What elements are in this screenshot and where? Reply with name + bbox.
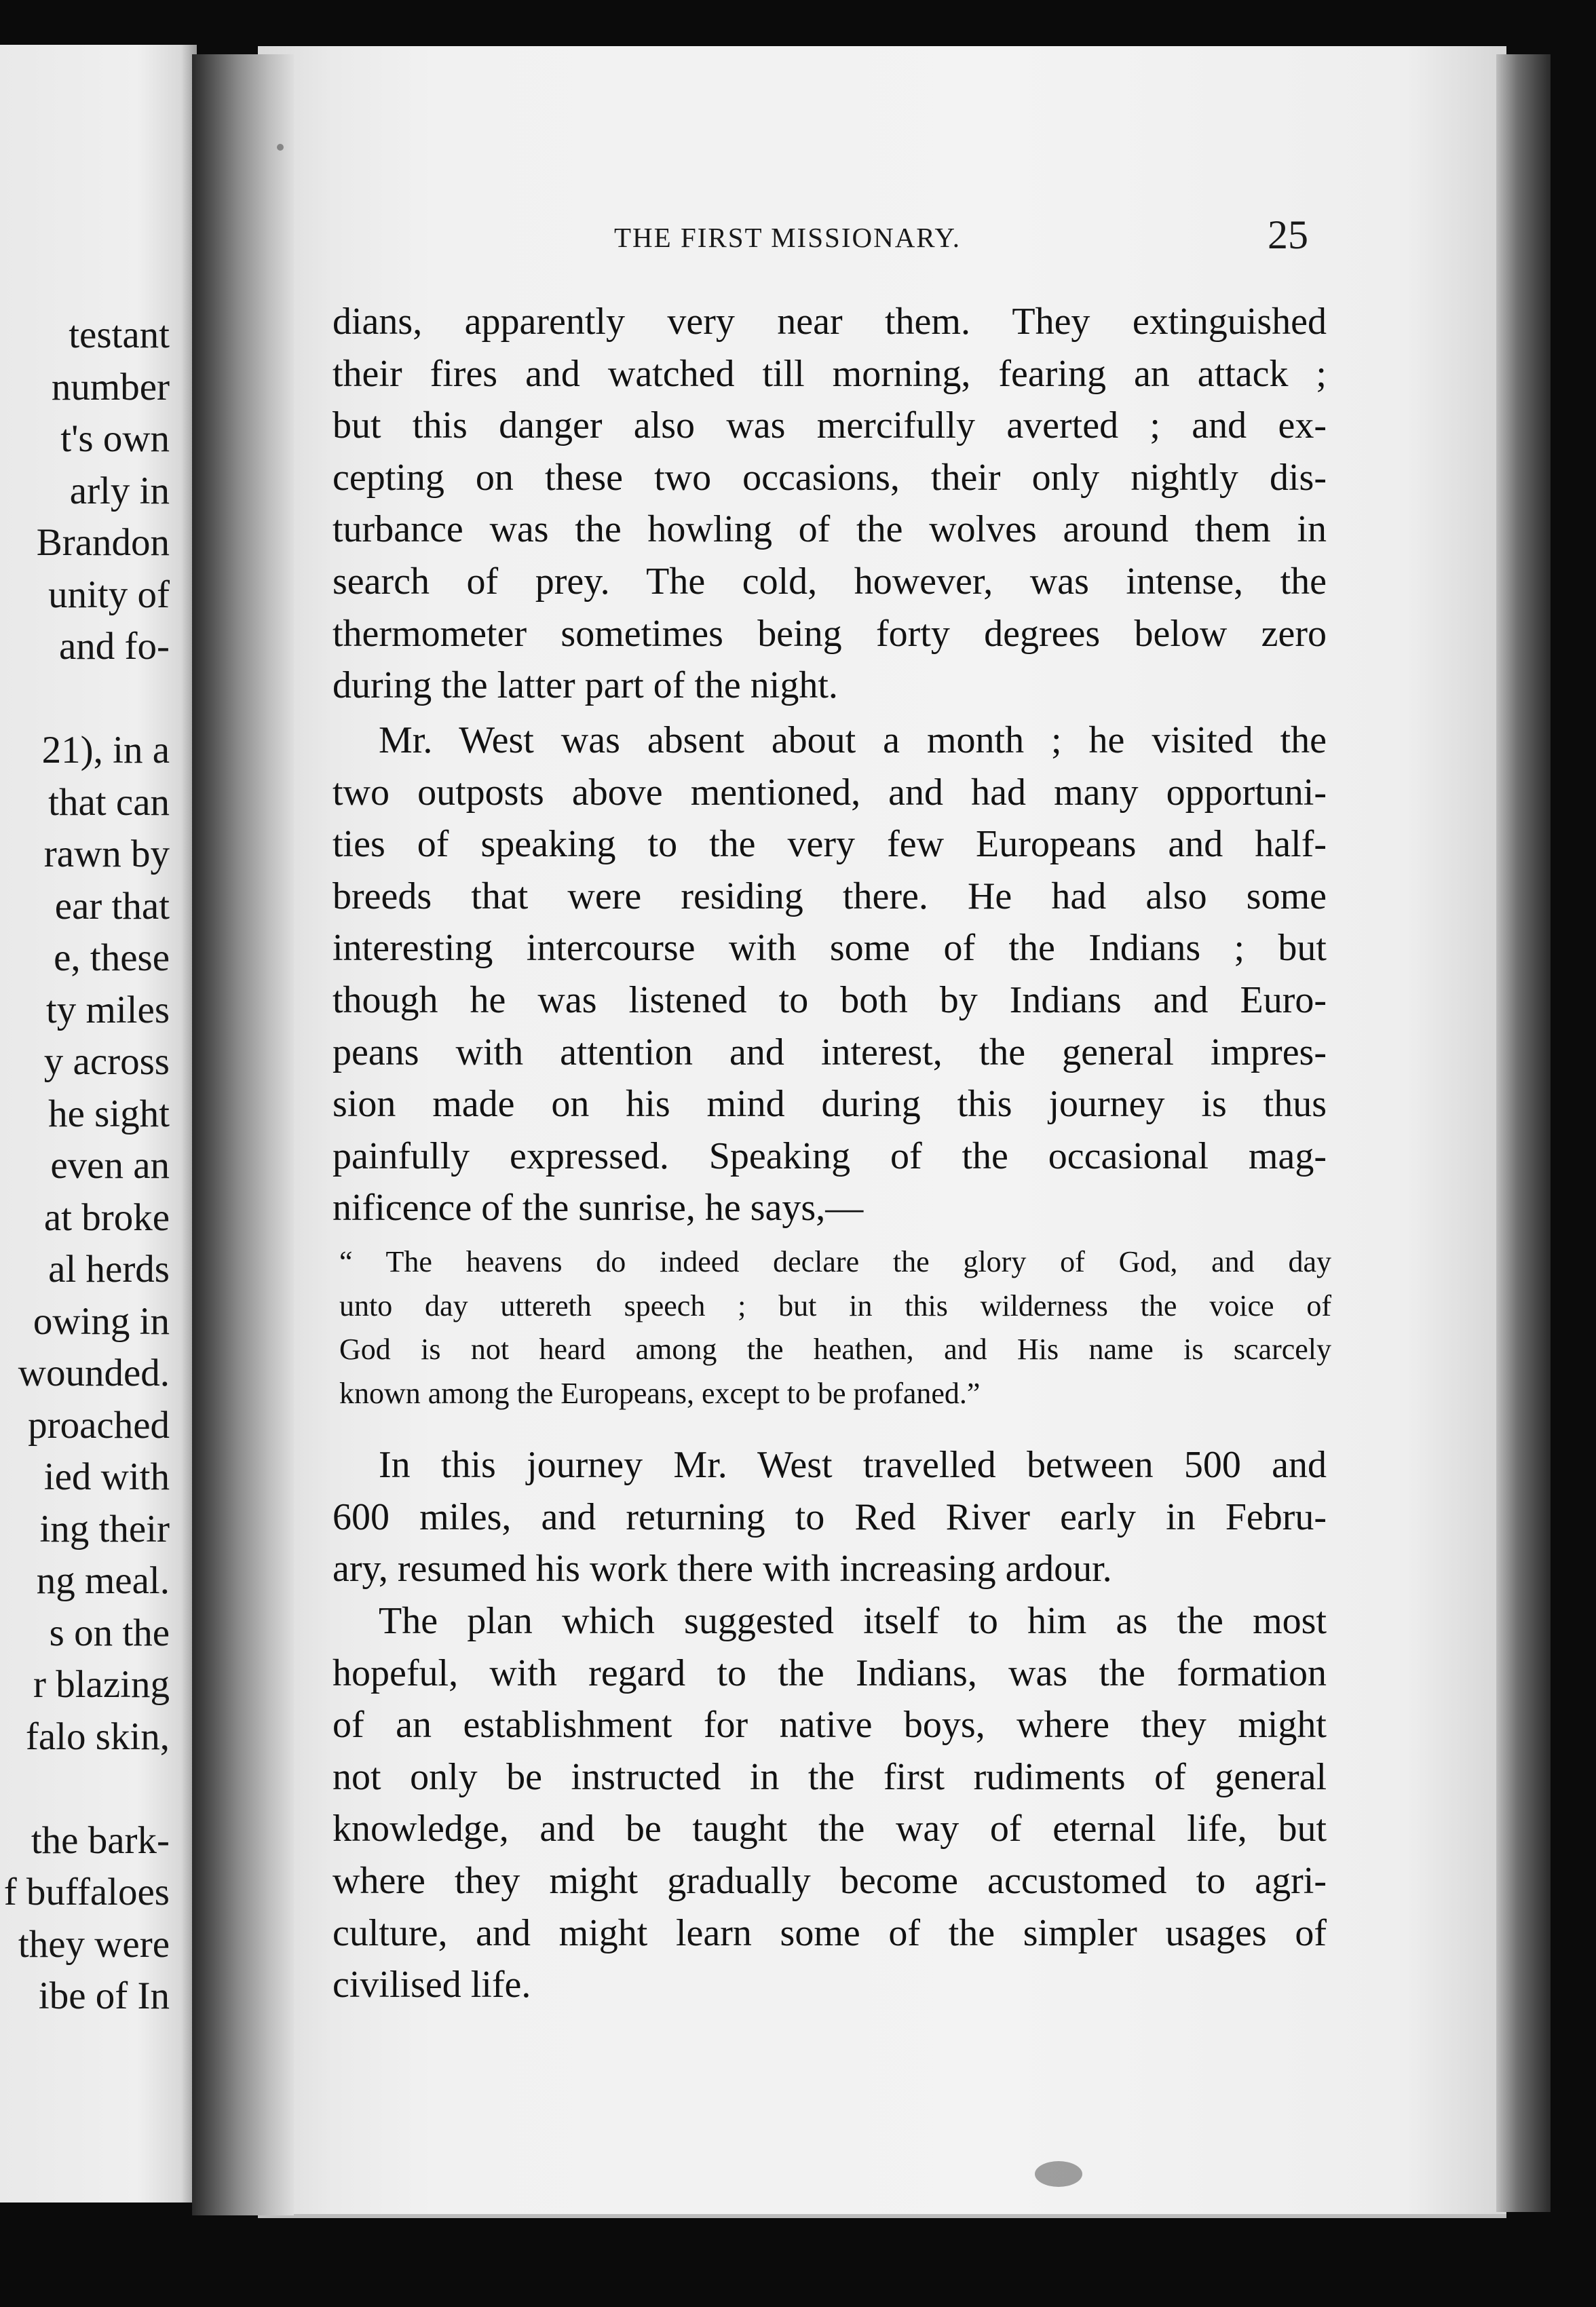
paragraph bbox=[332, 714, 1327, 1234]
left-page-line: ied with bbox=[43, 1455, 170, 1498]
page-number: 25 bbox=[1268, 212, 1308, 257]
text-line: culture, and might learn some of the simpler usages of bbox=[332, 1911, 1327, 1954]
quote-line: unto day uttereth speech ; but in this wilderness the voice of bbox=[339, 1289, 1331, 1322]
text-line: Mr. West was absent about a month ; he visited the bbox=[379, 719, 1327, 761]
text-line: ary, resumed his work there with increasing ardour. bbox=[332, 1548, 1112, 1590]
left-page-line: proached bbox=[28, 1403, 170, 1447]
text-line: civilised life. bbox=[332, 1964, 531, 2006]
page-edge-shadow bbox=[1496, 54, 1551, 2212]
left-page-line: ing their bbox=[39, 1507, 170, 1550]
block-quote bbox=[339, 1240, 1331, 1415]
paragraph bbox=[332, 1595, 1327, 2011]
text-line: cepting on these two occasions, their only nightly dis- bbox=[332, 456, 1327, 499]
text-line: thermometer sometimes being forty degrees below zero bbox=[332, 612, 1327, 655]
left-page-line: at broke bbox=[43, 1196, 170, 1239]
left-page-line: ibe of In bbox=[38, 1975, 170, 2017]
text-line: but this danger also was mercifully averted ; and ex- bbox=[332, 404, 1327, 447]
left-page-line: unity of bbox=[48, 573, 170, 616]
left-page-line: falo skin, bbox=[25, 1715, 170, 1758]
text-line: their fires and watched till morning, fearing an attack ; bbox=[332, 352, 1327, 395]
ink-dot bbox=[277, 144, 284, 151]
text-line: nificence of the sunrise, he says,— bbox=[332, 1187, 864, 1229]
text-line: where they might gradually become accustomed to agri- bbox=[332, 1859, 1327, 1902]
text-line: during the latter part of the night. bbox=[332, 664, 838, 707]
text-line: search of prey. The cold, however, was intense, the bbox=[332, 560, 1327, 603]
left-page-line: s on the bbox=[49, 1611, 170, 1654]
left-page-line: he sight bbox=[48, 1092, 170, 1135]
left-page-line: ty miles bbox=[45, 988, 170, 1031]
left-page-line: they were bbox=[18, 1922, 170, 1966]
left-page-line: ng meal. bbox=[36, 1559, 170, 1602]
text-line: interesting intercourse with some of the Indians ; but bbox=[332, 927, 1327, 970]
text-line: though he was listened to both by Indians and Euro- bbox=[332, 978, 1327, 1021]
text-line: sion made on his mind during this journey is thus bbox=[332, 1083, 1327, 1126]
text-line: In this journey Mr. West travelled between 500 and bbox=[379, 1444, 1327, 1486]
text-line: hopeful, with regard to the Indians, was the formation bbox=[332, 1652, 1327, 1694]
left-page-line: wounded. bbox=[18, 1352, 170, 1394]
quote-line: “ The heavens do indeed declare the glory of God, and day bbox=[339, 1245, 1331, 1278]
left-page-line bbox=[0, 673, 170, 725]
book-gutter-shadow bbox=[192, 54, 294, 2215]
text-line: The plan which suggested itself to him as the most bbox=[379, 1600, 1327, 1642]
left-page-line: e, these bbox=[54, 936, 170, 979]
left-page-line: 21), in a bbox=[41, 729, 170, 771]
left-page-text bbox=[0, 309, 170, 2023]
text-line: two outposts above mentioned, and had many opportuni- bbox=[332, 771, 1327, 814]
left-page-line: ear that bbox=[54, 884, 170, 928]
left-page-line: y across bbox=[43, 1040, 170, 1083]
paragraph bbox=[332, 1439, 1327, 1595]
text-line: not only be instructed in the first rudiments of general bbox=[332, 1755, 1327, 1798]
quote-line: known among the Europeans, except to be profaned.” bbox=[339, 1376, 981, 1410]
left-page-line: and fo- bbox=[58, 625, 170, 668]
left-page-line: al herds bbox=[48, 1248, 170, 1291]
left-page-line: r blazing bbox=[33, 1663, 170, 1706]
left-page-line: even an bbox=[50, 1144, 170, 1187]
text-line: knowledge, and be taught the way of eternal life, but bbox=[332, 1808, 1327, 1850]
left-page-line: arly in bbox=[69, 469, 170, 512]
left-page-line: f buffaloes bbox=[3, 1871, 170, 1913]
text-line: peans with attention and interest, the general impres- bbox=[332, 1031, 1327, 1073]
left-page-line: rawn by bbox=[43, 833, 170, 875]
left-page-line: t's own bbox=[60, 417, 170, 460]
left-page-line: number bbox=[51, 365, 170, 408]
text-line: dians, apparently very near them. They extinguished bbox=[332, 301, 1327, 343]
left-page-line: testant bbox=[69, 313, 170, 356]
running-head: THE FIRST MISSIONARY. bbox=[614, 222, 961, 253]
text-line: 600 miles, and returning to Red River early in Febru- bbox=[332, 1495, 1327, 1538]
left-page-fragment bbox=[0, 45, 197, 2203]
left-page-line: owing in bbox=[33, 1299, 170, 1343]
left-page-line bbox=[0, 1763, 170, 1815]
text-line: turbance was the howling of the wolves around them in bbox=[332, 508, 1327, 551]
text-line: of an establishment for native boys, where they might bbox=[332, 1704, 1327, 1747]
text-line: breeds that were residing there. He had also some bbox=[332, 875, 1327, 917]
text-line: ties of speaking to the very few Europeans and half- bbox=[332, 823, 1327, 866]
quote-line: God is not heard among the heathen, and His name is scarcely bbox=[339, 1333, 1331, 1366]
text-line: painfully expressed. Speaking of the occasional mag- bbox=[332, 1135, 1327, 1177]
left-page-line: Brandon bbox=[36, 521, 170, 564]
paragraph bbox=[332, 296, 1327, 712]
left-page-line: that can bbox=[48, 780, 170, 824]
left-page-line: the bark- bbox=[31, 1818, 170, 1862]
ink-smudge bbox=[1035, 2161, 1082, 2187]
